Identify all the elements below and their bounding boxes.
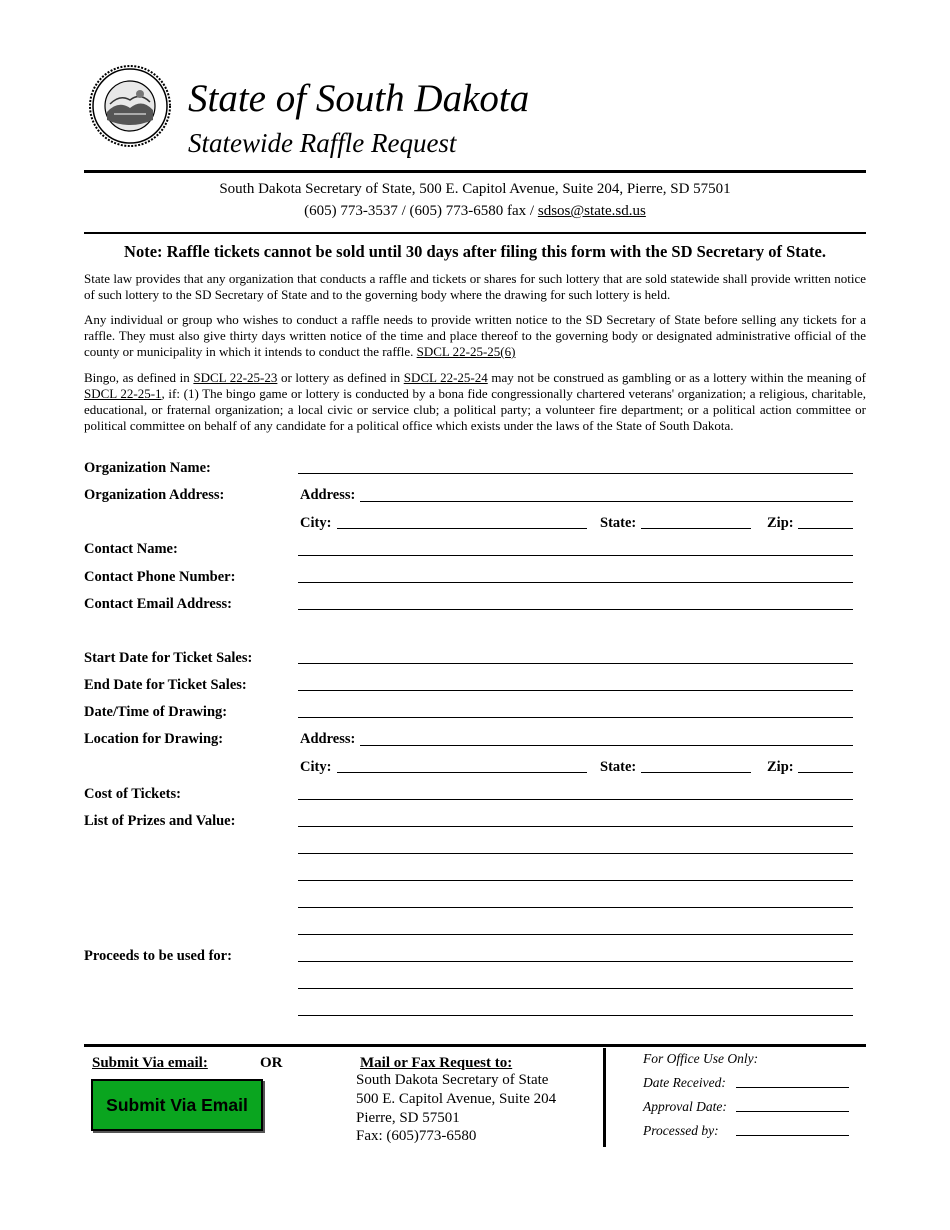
paragraph-text: Any individual or group who wishes to conduct a raffle needs to provide written notice to the SD Secretary of State before selling any tickets for a raffle. They must also give thirty days written notice of the time and place thereof to the governing body or designated administrative official of the county or municipality in which it intends to conduct the raffle. [84, 312, 866, 359]
sdcl-link-22-25-24[interactable]: SDCL 22-25-24 [403, 370, 488, 385]
drawing-city-sublabel: City: [300, 759, 332, 775]
submit-via-email-button[interactable]: Submit Via Email [91, 1079, 263, 1131]
org-name-field[interactable] [298, 473, 853, 474]
state-title: State of South Dakota [188, 77, 530, 120]
mail-heading: Mail or Fax Request to: [360, 1055, 513, 1071]
contact-name-field[interactable] [298, 555, 853, 556]
paragraph-state-law: State law provides that any organization that conducts a raffle and tickets or shares for such lottery that are sold statewide shall provide written notice of such lottery to the SD Secretary of State and to the governing body where the drawing for such lottery is held. [84, 271, 866, 302]
prizes-label: List of Prizes and Value: [84, 813, 236, 829]
mail-line: South Dakota Secretary of State [356, 1072, 549, 1088]
org-zip-sublabel: Zip: [767, 515, 794, 531]
mail-fax: Fax: (605)773-6580 [356, 1128, 477, 1144]
org-address-sublabel: Address: [300, 487, 356, 503]
ticket-cost-field[interactable] [298, 799, 853, 800]
proceeds-field-line[interactable] [298, 988, 853, 989]
office-use-heading: For Office Use Only: [643, 1051, 759, 1066]
prizes-field-line[interactable] [298, 880, 853, 881]
paragraph-text: Bingo, as defined in [84, 370, 194, 385]
drawing-state-field[interactable] [641, 772, 751, 773]
org-state-sublabel: State: [600, 515, 637, 531]
org-city-sublabel: City: [300, 515, 332, 531]
contact-address: South Dakota Secretary of State, 500 E. Capitol Avenue, Suite 204, Pierre, SD 57501 [219, 181, 731, 197]
drawing-datetime-label: Date/Time of Drawing: [84, 704, 228, 720]
drawing-datetime-field[interactable] [298, 717, 853, 718]
paragraph-written-notice [84, 312, 866, 360]
processed-by-label: Processed by: [643, 1123, 719, 1138]
sdcl-link-22-25-25-6[interactable]: SDCL 22-25-25(6) [416, 344, 516, 359]
mail-line: Pierre, SD 57501 [356, 1110, 460, 1126]
contact-name-label: Contact Name: [84, 541, 178, 557]
contact-rule [84, 232, 866, 234]
approval-date-field[interactable] [736, 1111, 849, 1112]
state-seal-logo [88, 64, 172, 148]
proceeds-field-line[interactable] [298, 1015, 853, 1016]
drawing-address-field[interactable] [360, 745, 853, 746]
org-city-field[interactable] [337, 528, 587, 529]
end-date-label: End Date for Ticket Sales: [84, 677, 247, 693]
approval-date-label: Approval Date: [643, 1099, 727, 1114]
contact-phone-label: Contact Phone Number: [84, 569, 236, 585]
filing-note: Note: Raffle tickets cannot be sold until 30 days after filing this form with the SD Secretary of State. [124, 242, 826, 261]
header-rule [84, 170, 866, 173]
proceeds-field-line[interactable] [298, 961, 853, 962]
form-title: Statewide Raffle Request [188, 128, 457, 158]
contact-phones: (605) 773-3537 / (605) 773-6580 fax / [304, 203, 538, 219]
drawing-address-sublabel: Address: [300, 731, 356, 747]
contact-email-link[interactable]: sdsos@state.sd.us [537, 203, 646, 219]
start-date-label: Start Date for Ticket Sales: [84, 650, 253, 666]
contact-phone-line [84, 200, 866, 222]
paragraph-text: or lottery as defined in [277, 370, 404, 385]
start-date-field[interactable] [298, 663, 853, 664]
date-received-label: Date Received: [643, 1075, 726, 1090]
drawing-state-sublabel: State: [600, 759, 637, 775]
ticket-cost-label: Cost of Tickets: [84, 786, 181, 802]
paragraph-text: may not be construed as gambling or as a lottery within the meaning of [487, 370, 866, 385]
drawing-location-label: Location for Drawing: [84, 731, 224, 747]
org-zip-field[interactable] [798, 528, 853, 529]
prizes-field-line[interactable] [298, 853, 853, 854]
org-address-label: Organization Address: [84, 487, 225, 503]
paragraph-text: , if: (1) The bingo game or lottery is conducted by a bona fide congressionally chartered veterans' organization; a religious, charitable, educational, or fraternal organization; a local civic or service club; a political party; a volunteer fire department; or a political action committee or political committee on behalf of any candidate for a political office which exists under the laws of the State of South Dakota. [84, 386, 867, 433]
drawing-zip-sublabel: Zip: [767, 759, 794, 775]
prizes-field-line[interactable] [298, 934, 853, 935]
contact-email-label: Contact Email Address: [84, 596, 232, 612]
org-state-field[interactable] [641, 528, 751, 529]
sdcl-link-22-25-1[interactable]: SDCL 22-25-1 [84, 386, 162, 401]
footer-divider [603, 1048, 606, 1147]
or-label: OR [260, 1055, 283, 1071]
submit-email-label: Submit Via email: [92, 1055, 208, 1071]
paragraph-bingo [84, 370, 866, 434]
contact-email-field[interactable] [298, 609, 853, 610]
end-date-field[interactable] [298, 690, 853, 691]
org-name-label: Organization Name: [84, 460, 211, 476]
proceeds-label: Proceeds to be used for: [84, 948, 232, 964]
contact-phone-field[interactable] [298, 582, 853, 583]
prizes-field-line[interactable] [298, 826, 853, 827]
drawing-city-field[interactable] [337, 772, 587, 773]
org-address-field[interactable] [360, 501, 853, 502]
footer-rule [84, 1044, 866, 1047]
sdcl-link-22-25-23[interactable]: SDCL 22-25-23 [193, 370, 278, 385]
drawing-zip-field[interactable] [798, 772, 853, 773]
date-received-field[interactable] [736, 1087, 849, 1088]
processed-by-field[interactable] [736, 1135, 849, 1136]
prizes-field-line[interactable] [298, 907, 853, 908]
mail-line: 500 E. Capitol Avenue, Suite 204 [356, 1091, 557, 1107]
